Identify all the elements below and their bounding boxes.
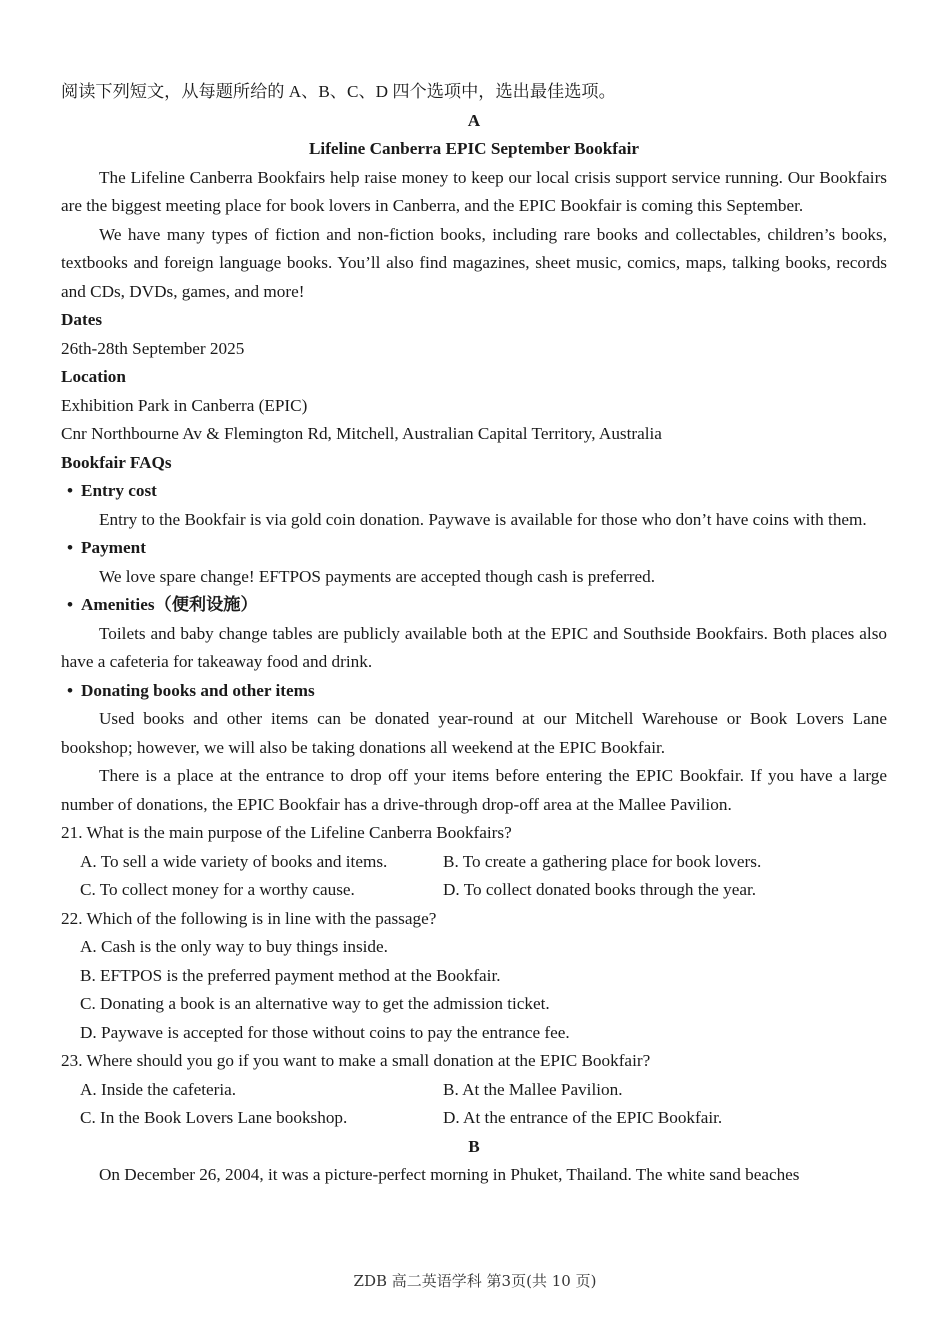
- faq-text-payment: We love spare change! EFTPOS payments are accepted though cash is preferred.: [99, 566, 656, 586]
- question-21-option-a[interactable]: A. To sell a wide variety of books and items.: [80, 851, 388, 871]
- bullet-icon: •: [67, 595, 74, 614]
- faq-title-donating: [61, 677, 887, 706]
- question-22-stem: 22. Which of the following is in line with the passage?: [61, 908, 437, 928]
- faq-text-entry-cost: Entry to the Bookfair is via gold coin donation. Paywave is available for those who don’t have coins with them.: [99, 509, 867, 529]
- bullet-icon: •: [67, 538, 74, 557]
- question-23-option-d[interactable]: D. At the entrance of the EPIC Bookfair.: [443, 1108, 723, 1127]
- passage-a-letter: A: [467, 110, 481, 130]
- faq-title-text: Amenities（便利设施）: [81, 595, 258, 614]
- question-23-options-row-1: [61, 1076, 887, 1105]
- passage-b-paragraph-1: On December 26, 2004, it was a picture-perfect morning in Phuket, Thailand. The white sand beaches: [99, 1165, 800, 1184]
- faq-heading: Bookfair FAQs: [61, 452, 172, 472]
- faq-title-amenities: [61, 591, 887, 620]
- passage-b-letter: B: [468, 1136, 480, 1156]
- question-21-option-d[interactable]: D. To collect donated books through the year.: [443, 880, 757, 899]
- question-23-option-c[interactable]: C. In the Book Lovers Lane bookshop.: [80, 1108, 348, 1127]
- location-line-1: Exhibition Park in Canberra (EPIC): [61, 395, 308, 415]
- faq-text-amenities: Toilets and baby change tables are publicly available both at the EPIC and Southside Bookfairs. Both places also have a cafeteria for takeaway food and drink.: [61, 623, 887, 671]
- location-line-2: Cnr Northbourne Av & Flemington Rd, Mitchell, Australian Capital Territory, Australia: [61, 424, 662, 443]
- bullet-icon: •: [67, 481, 74, 500]
- question-22-option-b[interactable]: B. EFTPOS is the preferred payment method at the Bookfair.: [80, 965, 501, 985]
- question-23-option-b[interactable]: B. At the Mallee Pavilion.: [443, 1079, 623, 1099]
- question-23-stem: 23. Where should you go if you want to make a small donation at the EPIC Bookfair?: [61, 1051, 651, 1070]
- question-22-option-a[interactable]: A. Cash is the only way to buy things inside.: [80, 937, 388, 956]
- dates-value: 26th-28th September 2025: [61, 338, 245, 358]
- faq-title-text: Payment: [81, 538, 146, 557]
- page-content: [61, 78, 887, 1190]
- faq-text-donating-2: There is a place at the entrance to drop off your items before entering the EPIC Bookfair. If you have a large number of donations, the EPIC Bookfair has a drive-through drop-off area at the Mallee Pavilion.: [61, 766, 887, 814]
- passage-a-paragraph-1: The Lifeline Canberra Bookfairs help raise money to keep our local crisis support service running. Our Bookfairs are the biggest meeting place for book lovers in Canberra, and the EPIC Bookfair is coming this September.: [61, 167, 887, 215]
- question-21-option-b[interactable]: B. To create a gathering place for book lovers.: [443, 851, 762, 871]
- faq-title-text: Entry cost: [81, 481, 157, 500]
- page-footer: ZDB 高二英语学科 第3页(共 10 页): [353, 1272, 597, 1290]
- dates-heading: Dates: [61, 310, 103, 329]
- question-21-stem: 21. What is the main purpose of the Lifeline Canberra Bookfairs?: [61, 823, 512, 842]
- question-21-options-row-1: [61, 848, 887, 877]
- faq-text-donating-1: Used books and other items can be donated year-round at our Mitchell Warehouse or Book Lovers Lane bookshop; however, we will also be taking donations all weekend at the EPIC Bookfair.: [61, 709, 887, 757]
- question-23-option-a[interactable]: A. Inside the cafeteria.: [80, 1079, 237, 1099]
- location-heading: Location: [61, 367, 126, 386]
- section-instruction: 阅读下列短文，从每题所给的 A、B、C、D 四个选项中，选出最佳选项。: [61, 82, 616, 101]
- passage-a-paragraph-2: We have many types of fiction and non-fiction books, including rare books and collectables, children’s books, textbooks and foreign language books. You’ll also find magazines, sheet music, comics, maps, talking books, records and CDs, DVDs, games, and more!: [61, 224, 887, 301]
- question-23-options-row-2: [61, 1104, 887, 1133]
- question-22-option-c[interactable]: C. Donating a book is an alternative way to get the admission ticket.: [80, 994, 550, 1013]
- question-22-option-d[interactable]: D. Paywave is accepted for those without coins to pay the entrance fee.: [80, 1022, 570, 1042]
- question-21-options-row-2: [61, 876, 887, 905]
- bullet-icon: •: [67, 680, 74, 700]
- faq-title-payment: [61, 534, 887, 563]
- faq-title-text: Donating books and other items: [81, 680, 315, 700]
- faq-title-entry-cost: [61, 477, 887, 506]
- passage-a-title: Lifeline Canberra EPIC September Bookfair: [308, 139, 640, 158]
- question-21-option-c[interactable]: C. To collect money for a worthy cause.: [80, 880, 355, 899]
